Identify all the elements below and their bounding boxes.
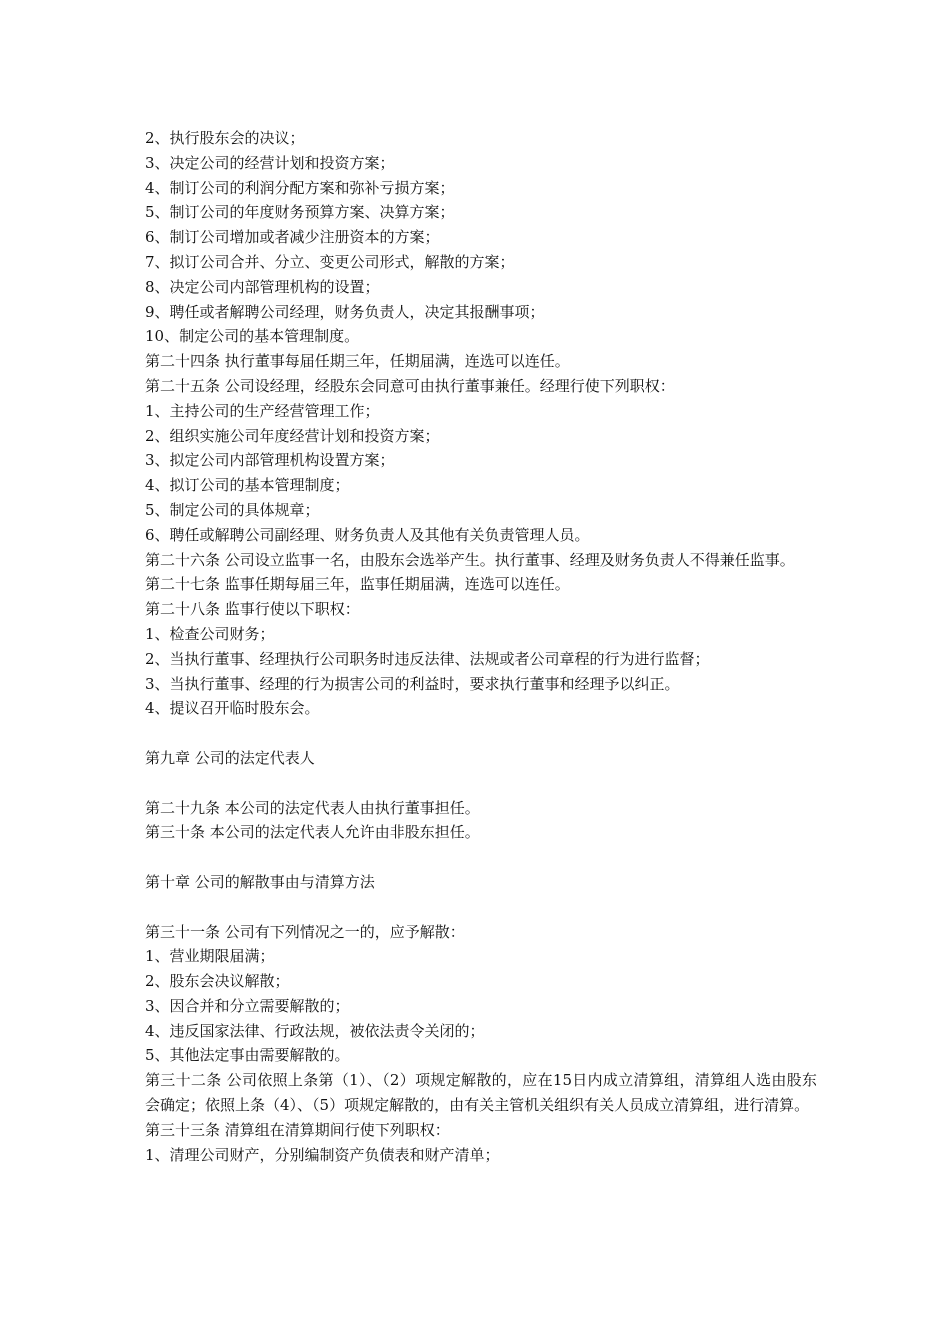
list-item: 3、因合并和分立需要解散的； (145, 996, 350, 1015)
list-item: 3、当执行董事、经理的行为损害公司的利益时，要求执行董事和经理予以纠正。 (145, 674, 680, 693)
list-item: 4、违反国家法律、行政法规，被依法责令关闭的； (145, 1021, 485, 1040)
list-item: 2、股东会决议解散； (145, 972, 290, 991)
list-item: 10、制定公司的基本管理制度。 (145, 327, 360, 346)
section-b (145, 572, 817, 721)
section-a (145, 126, 817, 548)
list-item: 2、当执行董事、经理执行公司职务时违反法律、法规或者公司章程的行为进行监督； (145, 649, 710, 668)
article-28: 第二十八条 监事行使以下职权： (145, 600, 360, 619)
article-31: 第三十一条 公司有下列情况之一的，应予解散： (145, 922, 465, 941)
section-d (145, 920, 817, 1069)
list-item: 1、营业期限届满； (145, 947, 275, 966)
section-e (145, 1118, 817, 1168)
list-item: 4、制订公司的利润分配方案和弥补亏损方案； (145, 178, 455, 197)
article-24: 第二十四条 执行董事每届任期三年，任期届满，连选可以连任。 (145, 352, 570, 371)
list-item: 8、决定公司内部管理机构的设置； (145, 277, 380, 296)
list-item: 3、拟定公司内部管理机构设置方案； (145, 451, 395, 470)
list-item: 1、主持公司的生产经营管理工作； (145, 401, 380, 420)
article-33: 第三十三条 清算组在清算期间行使下列职权： (145, 1120, 450, 1139)
chapter-9-title: 第九章 公司的法定代表人 (145, 748, 315, 767)
list-item: 4、拟订公司的基本管理制度； (145, 476, 350, 495)
article-26: 第二十六条 公司设立监事一名，由股东会选举产生。执行董事、经理及财务负责人不得兼任监事。 (145, 550, 795, 569)
section-c (145, 796, 817, 846)
article-27: 第二十七条 监事任期每届三年，监事任期届满，连选可以连任。 (145, 575, 570, 594)
document-page (145, 126, 817, 1167)
list-item: 3、决定公司的经营计划和投资方案； (145, 153, 395, 172)
list-item: 6、聘任或解聘公司副经理、财务负责人及其他有关负责管理人员。 (145, 525, 590, 544)
list-item: 4、提议召开临时股东会。 (145, 699, 320, 718)
list-item: 6、制订公司增加或者减少注册资本的方案； (145, 228, 440, 247)
list-item: 2、组织实施公司年度经营计划和投资方案； (145, 426, 440, 445)
list-item: 5、制订公司的年度财务预算方案、决算方案； (145, 203, 455, 222)
article-29: 第二十九条 本公司的法定代表人由执行董事担任。 (145, 798, 480, 817)
article-25: 第二十五条 公司设经理，经股东会同意可由执行董事兼任。经理行使下列职权： (145, 376, 675, 395)
list-item: 9、聘任或者解聘公司经理，财务负责人，决定其报酬事项； (145, 302, 545, 321)
list-item: 5、制定公司的具体规章； (145, 500, 320, 519)
chapter-10-title: 第十章 公司的解散事由与清算方法 (145, 872, 375, 891)
article-30: 第三十条 本公司的法定代表人允许由非股东担任。 (145, 823, 480, 842)
list-item: 2、执行股东会的决议； (145, 129, 305, 147)
article-32: 第三十二条 公司依照上条第（1）、（2）项规定解散的，应在15日内成立清算组，清算组人选由股东会确定；依照上条（4）、（5）项规定解散的，由有关主管机关组织有关人员成立清算组，进行清算。 (145, 1071, 817, 1115)
list-item: 1、检查公司财务； (145, 624, 275, 643)
list-item: 5、其他法定事由需要解散的。 (145, 1046, 350, 1065)
list-item: 1、清理公司财产，分别编制资产负债表和财产清单； (145, 1145, 500, 1164)
list-item: 7、拟订公司合并、分立、变更公司形式，解散的方案； (145, 252, 515, 271)
